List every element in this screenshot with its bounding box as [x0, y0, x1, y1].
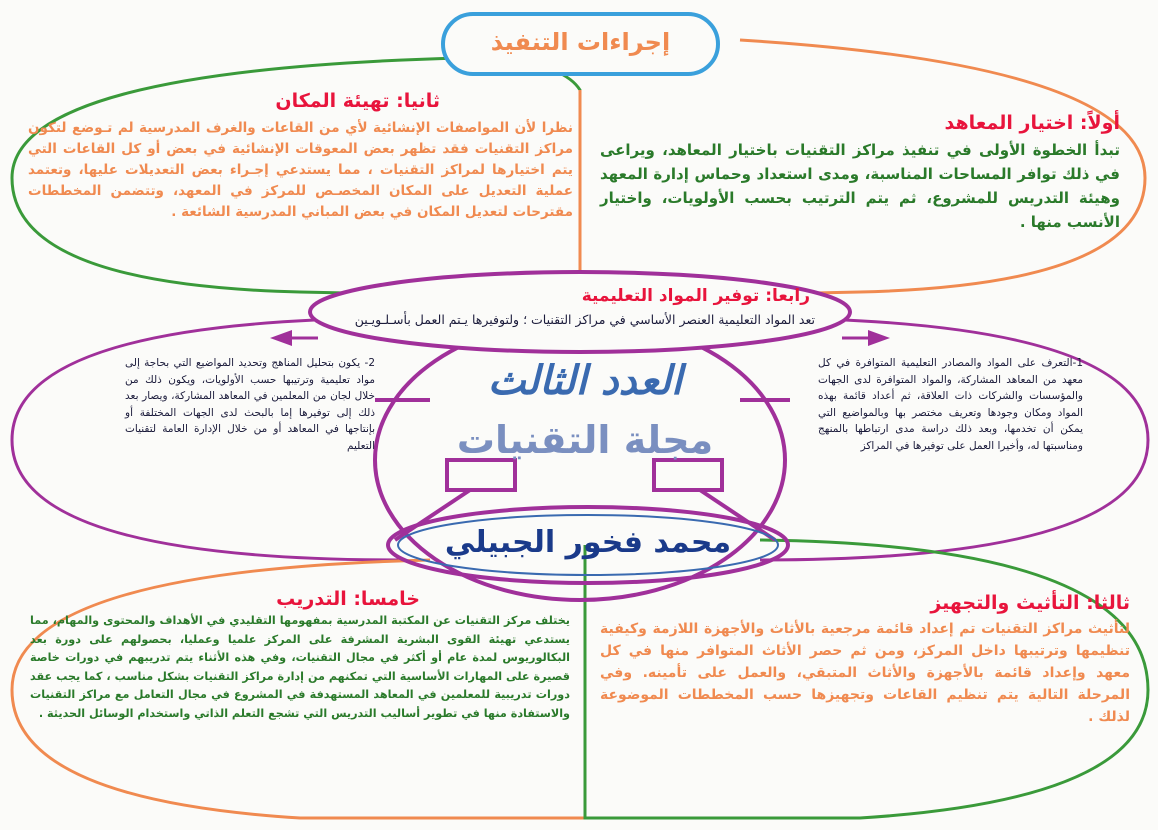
section-fourth-point2: 2- يكون بتحليل المناهج وتحديد المواضيع التي بحاجة إلى مواد تعليمية وترتيبها حسب الأولويات، ويكون ذلك من خلال لجان من المعلمين في المعاهد المشاركة، ويصار بعد ذلك إلى توفيرها إما بالبحث لدى الجهات المختلفة أو بإنتاجها في المعاهد أو من خلال الإدارة العامة لتقنيات التعليم [125, 357, 375, 452]
left-arrowhead [270, 330, 292, 346]
section-first-body: تبدأ الخطوة الأولى في تنفيذ مراكز التقنيات باختيار المعاهد، ويراعى في ذلك توافر المساحات المناسبة، ومدى استعداد وحماس إدارة المعهد وهيئة التدريس للمشروع، ثم يتم الترتيب بحسب الأولويات، واختيار الأنسب منها . [600, 141, 1120, 231]
section-second-body: نظرا لأن المواصفات الإنشائية لأي من القاعات والغرف المدرسية لم تـوضع لتكون مراكز التقنيات فقد تظهر بعض المعوقات الإنشائية في بعض أو كل القاعات التي يتم اختيارها لمراكز التقنيات ، مما يستدعي إجـراء بعض التعديلات عليها، وتعتمد عملية التعديل على المكان المخصـص للمركز في المعهد، وتتضمن المخططات مقترحات لتعديل المكان في بعض المباني المدرسية الشائعة . [28, 120, 573, 220]
section-fourth-title: رابعا: توفير المواد التعليمية [581, 286, 810, 306]
right-arrowhead [868, 330, 890, 346]
right-small-box [654, 460, 722, 490]
left-small-box [447, 460, 515, 490]
section-fourth-point1: 1-التعرف على المواد والمصادر التعليمية المتوافرة في كل معهد من المعاهد المشاركة، والمواد المتوافرة لدى الجهات والمؤسسات والشركات ذات العلاقة، ثم أعداد قائمة بهذه المواد ومكان وجودها وتعريف مختصر بها وبالمواضيع التي يمكن أن تخدمها، وبعد ذلك دراسة مدى ارتباطها بالمنهج ومناسبتها له، وأخيرا العمل على توفيرها في المراكز [818, 357, 1083, 452]
page-title: إجراءات التنفيذ [490, 28, 671, 56]
section-fifth-title: خامسا: التدريب [276, 588, 420, 610]
watermark-author: محمد فخور الجبيلي [444, 525, 732, 560]
section-third-body: لتأثيث مراكز التقنيات تم إعداد قائمة مرجعية بالأثاث والأجهزة اللازمة وكيفية تنظيمها وترتيبها داخل المركز، ومن ثم حصر الأثاث المتوافر منها في كل معهد وإعداد قائمة بالأجهزة والأثاث المتبقي، والعمل على تأمينه. وفي المرحلة التالية يتم تنظيم القاعات وتجهيزها حسب المخططات الموضوعة لذلك . [600, 621, 1130, 725]
section-third-title: ثالثا: التأثيث والتجهيز [930, 592, 1130, 614]
watermark-magazine: مجلة التقنيات [456, 418, 714, 462]
section-second-title: ثانيا: تهيئة المكان [275, 90, 440, 112]
watermark-issue: العدد الثالث [487, 358, 683, 404]
section-fifth-body: يختلف مركز التقنيات عن المكتبة المدرسية بمفهومها التقليدي في الأهداف والمحتوى والمهام، مما يستدعي تهيئة القوى البشرية المشرفة على المركز علميا وعمليا، بحصولهم على دورة بعد البكالوريوس لمدة عام أو أكثر في مجال التقنيات، وفي هذه الأثناء يتم تدريبهم في دورات خاصة قصيرة على المهارات الأساسية التي تمكنهم من إدارة مراكز التقنيات بشكل مناسب ، كما يجب عقد دورات تدريبية للمعلمين في المعاهد المستهدفة في المشروع في مجال التعامل مع مراكز التقنيات والاستفادة منها في تطوير أساليب التدريس التي تشجع التعلم الذاتي واستخدام الوسائل الحديثة . [30, 614, 570, 720]
section-fourth-intro: تعد المواد التعليمية العنصر الأساسي في مراكز التقنيات ؛ ولتوفيرها يـتم العمل بأسـلـويـين [354, 312, 815, 327]
section-first-title: أولاً: اختيار المعاهد [944, 112, 1120, 134]
